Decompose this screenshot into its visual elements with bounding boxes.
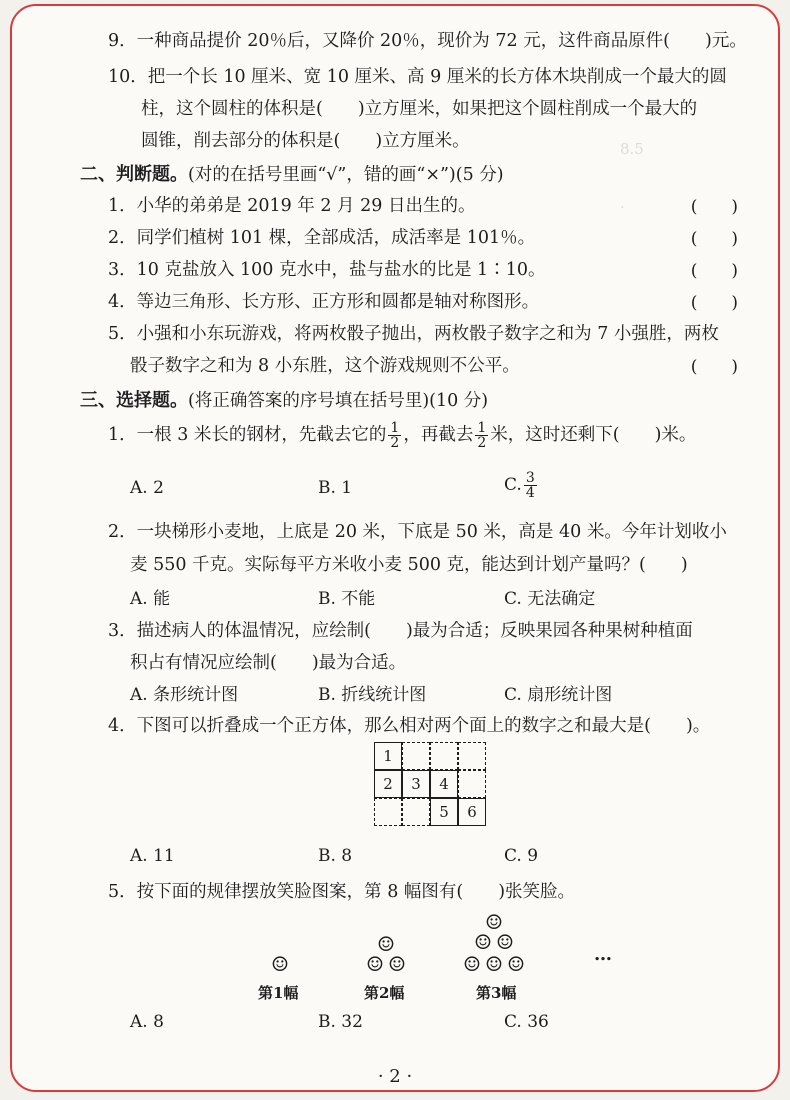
net-face-3: 3	[402, 770, 430, 798]
judge-item-4: 4．等边三角形、长方形、正方形和圆都是轴对称图形。	[108, 292, 540, 312]
figure-caption-1: 第1幅	[258, 984, 299, 1002]
choice-q4: 4．下图可以折叠成一个正方体，那么相对两个面上的数字之和最大是( )。	[108, 716, 711, 736]
net-face-2: 2	[374, 770, 402, 798]
smiley-icon: ☺	[388, 952, 406, 976]
figure-caption-2: 第2幅	[364, 984, 405, 1002]
section2-title: 二、判断题。	[80, 164, 188, 185]
smiley-icon: ☺	[366, 952, 384, 976]
choice-q3-line2: 积占有情况应绘制( )最为合适。	[130, 653, 407, 673]
judge-item-1: 1．小华的弟弟是 2019 年 2 月 29 日出生的。	[108, 196, 476, 216]
smiley-icon: ☺	[463, 952, 481, 976]
judge-item-3: 3．10 克盐放入 100 克水中，盐与盐水的比是 1∶10。	[108, 260, 546, 280]
question-10-line3: 圆锥，削去部分的体积是( )立方厘米。	[141, 131, 470, 151]
figure-caption-3: 第3幅	[476, 984, 517, 1002]
q2-option-b[interactable]: B. 不能	[318, 589, 376, 609]
net-dashed-cell	[402, 798, 430, 826]
fraction-three-quarters: $\frac{3}{4}$	[525, 470, 535, 501]
section3-note: (将正确答案的序号填在括号里)(10 分)	[188, 391, 489, 411]
q1-option-a[interactable]: A. 2	[130, 478, 164, 498]
smiley-icon: ☺	[485, 952, 503, 976]
net-dashed-cell	[458, 742, 486, 770]
judge-item-5: 5．小强和小东玩游戏，将两枚骰子抛出，两枚骰子数字之和为 7 小强胜，两枚	[108, 324, 719, 344]
choice-q2-line2: 麦 550 千克。实际每平方米收小麦 500 克，能达到计划产量吗？( )	[130, 555, 688, 575]
judge-item-5-cont: 骰子数字之和为 8 小东胜，这个游戏规则不公平。	[130, 356, 520, 376]
net-face-6: 6	[458, 798, 486, 826]
answer-paren[interactable]: ( )	[690, 293, 738, 313]
bleed-through-decoration: 8.5 ·	[620, 140, 644, 216]
smiley-icon: ☺	[507, 952, 525, 976]
smiley-icon: ☺	[271, 952, 289, 976]
q4-option-c[interactable]: C. 9	[504, 846, 539, 866]
q2-option-c[interactable]: C. 无法确定	[504, 589, 596, 609]
q1-text-mid: ，再截去	[403, 425, 474, 445]
question-9: 9．一种商品提价 20％后，又降价 20％，现价为 72 元，这件商品原件( )元。	[108, 31, 747, 51]
q4-option-b[interactable]: B. 8	[318, 846, 353, 866]
q5-option-c[interactable]: C. 36	[504, 1012, 549, 1032]
q1-text-pre: 1．一根 3 米长的钢材，先截去它的	[108, 425, 387, 445]
net-dashed-cell	[458, 770, 486, 798]
net-dashed-cell	[402, 742, 430, 770]
q1-option-b[interactable]: B. 1	[318, 478, 353, 498]
choice-q5: 5．按下面的规律摆放笑脸图案，第 8 幅图有( )张笑脸。	[108, 882, 576, 902]
q4-option-a[interactable]: A. 11	[130, 846, 175, 866]
net-face-5: 5	[430, 798, 458, 826]
ellipsis: …	[594, 944, 612, 965]
smiley-icon: ☺	[474, 930, 492, 954]
section2-heading	[80, 160, 504, 186]
q1-option-c[interactable]: C. $\frac{3}{4}$	[504, 470, 535, 501]
q3-option-a[interactable]: A. 条形统计图	[130, 685, 239, 705]
net-dashed-cell	[430, 742, 458, 770]
smiley-icon: ☺	[496, 930, 514, 954]
answer-paren[interactable]: ( )	[690, 229, 738, 249]
net-face-1: 1	[374, 742, 402, 770]
section3-title: 三、选择题。	[80, 390, 188, 411]
section2-note: (对的在括号里画“√”，错的画“×”)(5 分)	[188, 165, 504, 185]
answer-paren[interactable]: ( )	[690, 261, 738, 281]
q3-option-c[interactable]: C. 扇形统计图	[504, 685, 613, 705]
answer-paren[interactable]: ( )	[690, 197, 738, 217]
net-face-4: 4	[430, 770, 458, 798]
smiley-icon: ☺	[485, 910, 503, 934]
fraction-half: $\frac{1}{2}$	[477, 420, 487, 451]
judge-item-2: 2．同学们植树 101 棵，全部成活，成活率是 101％。	[108, 228, 536, 248]
choice-q3-line1: 3．描述病人的体温情况，应绘制( )最为合适；反映果园各种果树种植面	[108, 621, 693, 641]
q3-option-b[interactable]: B. 折线统计图	[318, 685, 427, 705]
net-dashed-cell	[374, 798, 402, 826]
question-10-line2: 柱，这个圆柱的体积是( )立方厘米，如果把这个圆柱削成一个最大的	[141, 99, 698, 119]
answer-paren[interactable]: ( )	[690, 357, 738, 377]
page-number: · 2 ·	[377, 1066, 413, 1087]
section3-heading	[80, 386, 488, 412]
choice-q2-line1: 2．一块梯形小麦地，上底是 20 米，下底是 50 米，高是 40 米。今年计划收小	[108, 522, 727, 542]
choice-q1	[108, 420, 696, 450]
q5-option-b[interactable]: B. 32	[318, 1012, 363, 1032]
question-10-line1: 10．把一个长 10 厘米、宽 10 厘米、高 9 厘米的长方体木块削成一个最大的圆	[108, 67, 727, 87]
q2-option-a[interactable]: A. 能	[130, 589, 171, 609]
q1-text-post: 米，这时还剩下( )米。	[490, 425, 697, 445]
fraction-half: $\frac{1}{2}$	[390, 420, 400, 451]
q5-option-a[interactable]: A. 8	[130, 1012, 164, 1032]
smiley-icon: ☺	[377, 932, 395, 956]
